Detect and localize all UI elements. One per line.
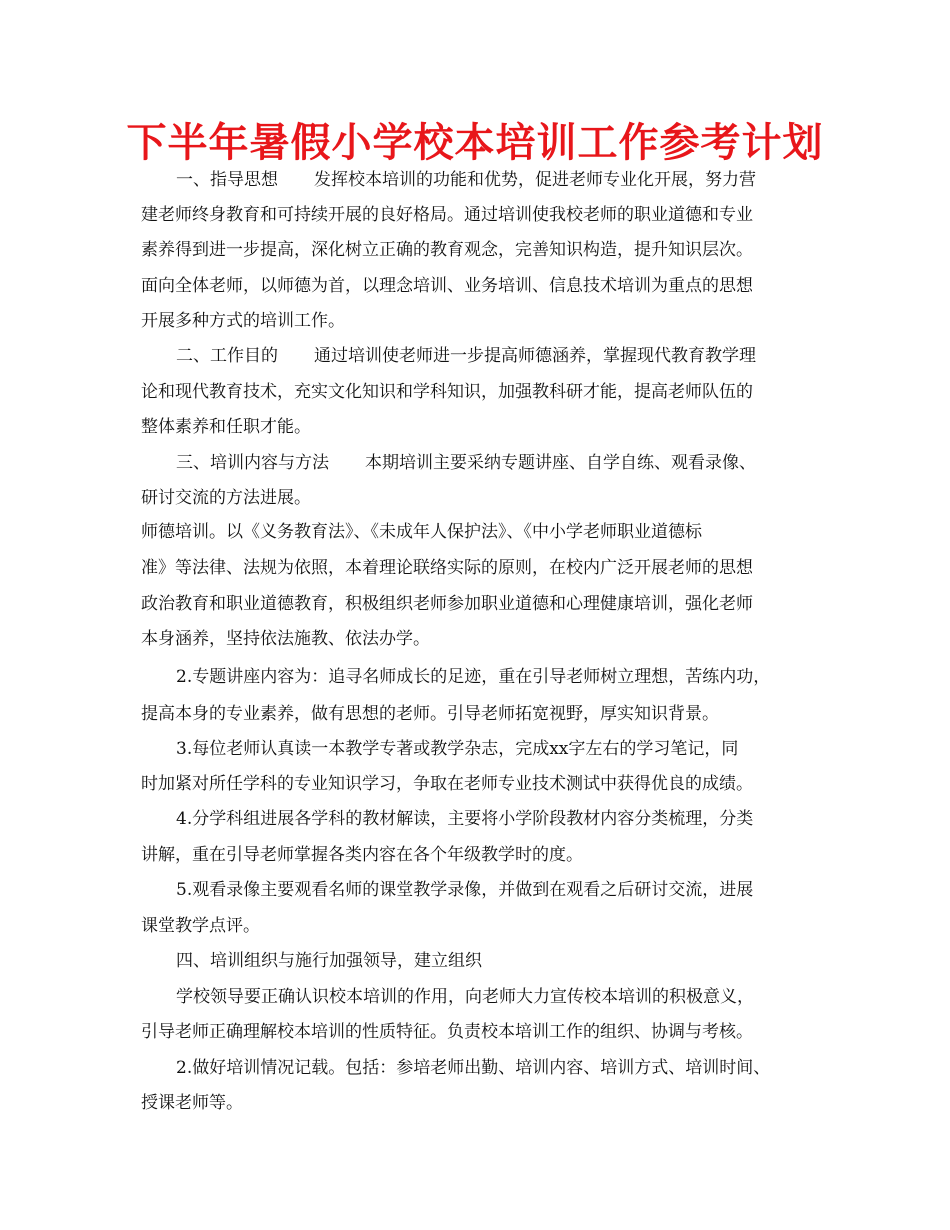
paragraph-line: 课堂教学点评。 xyxy=(141,916,260,936)
paragraph-line: 提高本身的专业素养，做有思想的老师。引导老师拓宽视野，厚实知识背景。 xyxy=(141,704,719,724)
paragraph-line: 5.观看录像主要观看名师的课堂教学录像，并做到在观看之后研讨交流，进展 xyxy=(176,880,754,900)
paragraph-line: 开展多种方式的培训工作。 xyxy=(141,311,345,331)
paragraph-line: 讲解，重在引导老师掌握各类内容在各个年级教学时的度。 xyxy=(141,845,583,865)
paragraph-line: 素养得到进一步提高，深化树立正确的教育观念，完善知识构造，提升知识层次。 xyxy=(141,240,753,260)
paragraph-line: 研讨交流的方法进展。 xyxy=(141,488,311,508)
paragraph-line: 面向全体老师，以师德为首，以理念培训、业务培训、信息技术培训为重点的思想 xyxy=(141,276,753,296)
paragraph-line xyxy=(176,344,756,368)
paragraph-line: 时加紧对所任学科的专业知识学习，争取在老师专业技术测试中获得优良的成绩。 xyxy=(141,774,753,794)
paragraph-line: 授课老师等。 xyxy=(141,1093,243,1113)
paragraph-line: 学校领导要正确认识校本培训的作用，向老师大力宣传校本培训的积极意义， xyxy=(176,987,754,1007)
paragraph-line: 建老师终身教育和可持续开展的良好格局。通过培训使我校老师的职业道德和专业 xyxy=(141,205,753,225)
paragraph-line: 2.做好培训情况记载。包括：参培老师出勤、培训内容、培训方式、培训时间、 xyxy=(176,1058,771,1078)
paragraph-line: 师德培训。以《义务教育法》、《未成年人保护法》、《中小学老师职业道德标 xyxy=(141,522,702,542)
paragraph-line xyxy=(176,168,756,192)
section-text: 通过培训使老师进一步提高师德涵养，掌握现代教育教学理 xyxy=(314,346,756,366)
paragraph-line: 四、培训组织与施行加强领导，建立组织 xyxy=(176,951,482,971)
paragraph-line: 2.专题讲座内容为：追寻名师成长的足迹，重在引导老师树立理想，苦练内功， xyxy=(176,667,771,687)
paragraph-line: 论和现代教育技术，充实文化知识和学科知识，加强教科研才能，提高老师队伍的 xyxy=(141,382,753,402)
paragraph-line: 准》等法律、法规为依照，本着理论联络实际的原则，在校内广泛开展老师的思想 xyxy=(141,558,753,578)
paragraph-line: 政治教育和职业道德教育，积极组织老师参加职业道德和心理健康培训，强化老师 xyxy=(141,594,753,614)
paragraph-line xyxy=(176,451,756,475)
paragraph-line: 本身涵养，坚持依法施教、依法办学。 xyxy=(141,629,430,649)
section-heading: 三、培训内容与方法 xyxy=(176,453,329,473)
paragraph-line: 4.分学科组进展各学科的教材解读，主要将小学阶段教材内容分类梳理，分类 xyxy=(176,809,754,829)
paragraph-line: 整体素养和任职才能。 xyxy=(141,417,311,437)
document-title: 下半年暑假小学校本培训工作参考计划 xyxy=(126,120,824,166)
section-heading: 二、工作目的 xyxy=(176,346,278,366)
section-text: 本期培训主要采纳专题讲座、自学自练、观看录像、 xyxy=(365,453,756,473)
paragraph-line: 引导老师正确理解校本培训的性质特征。负责校本培训工作的组织、协调与考核。 xyxy=(141,1022,753,1042)
paragraph-line: 3.每位老师认真读一本教学专著或教学杂志，完成xx字左右的学习笔记，同 xyxy=(176,739,739,759)
section-heading: 一、指导思想 xyxy=(176,170,278,190)
section-text: 发挥校本培训的功能和优势，促进老师专业化开展，努力营 xyxy=(314,170,756,190)
